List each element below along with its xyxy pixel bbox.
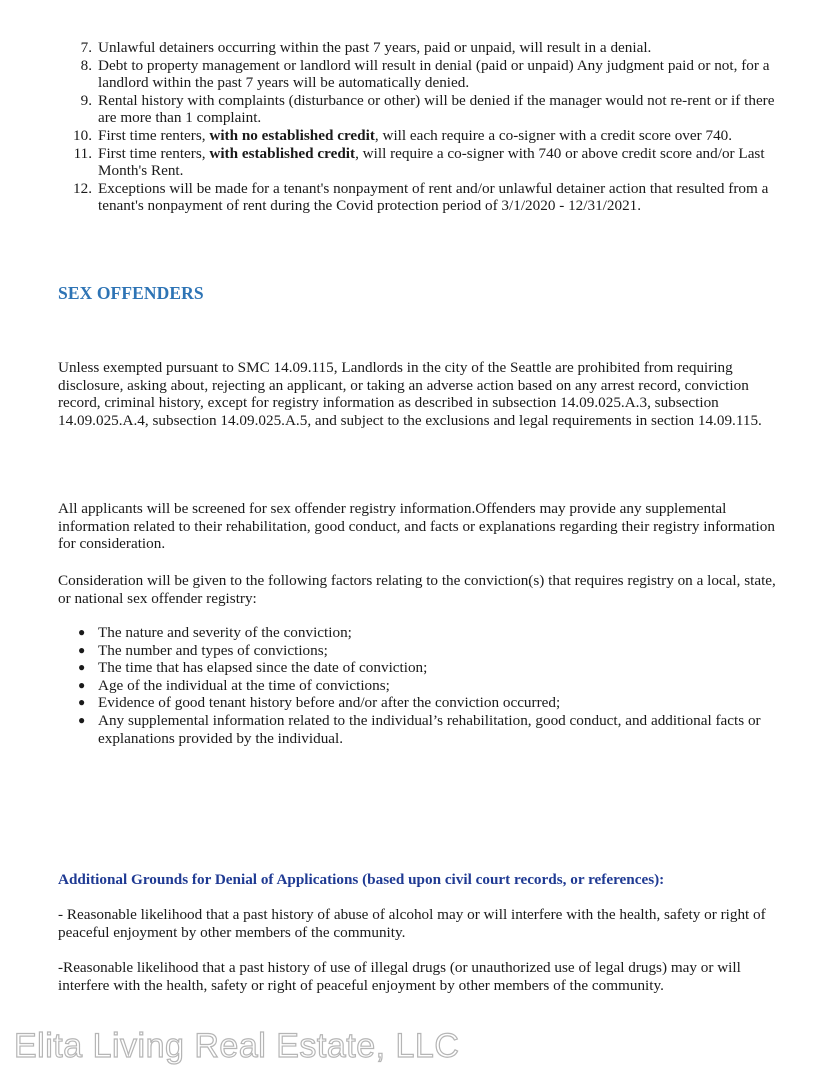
registry-screening-paragraph: All applicants will be screened for sex offender registry information.Offenders may provide any supplemental information related to their rehabilitation, good conduct, and facts or explanations regarding their registry information for consideration. [58, 500, 775, 553]
consideration-factors-list [78, 624, 778, 747]
rule-item-7 [80, 39, 788, 57]
rule-text: Debt to property management or landlord will result in denial (paid or unpaid) Any judgment paid or not, for a landlord within the past 7 years will be automatically denied. [98, 56, 770, 92]
rule-text-tail: , will require a co-signer with 740 or above credit score and/or Last Month's Rent. [98, 144, 765, 180]
screening-rules-list [73, 39, 788, 215]
list-item: ● Any supplemental information related to the individual’s rehabilitation, good conduct, and additional facts or explanations provided by the individual. [78, 711, 761, 747]
rule-item-8 [80, 56, 788, 92]
rule-bold-text: with no established credit [209, 126, 375, 144]
rule-text: First time renters, [98, 144, 210, 162]
drugs-ground-paragraph: -Reasonable likelihood that a past history of use of illegal drugs (or unauthorized use of legal drugs) may or will interfere with the health, safety or right of peaceful enjoyment by other members of the community. [58, 959, 741, 994]
seattle-ordinance-paragraph: Unless exempted pursuant to SMC 14.09.115, Landlords in the city of the Seattle are prohibited from requiring disclosure, asking about, rejecting an applicant, or taking an adverse action based on any arrest record, conviction record, criminal history, except for registry information as described in subsection 14.09.025.A.3, subsection 14.09.025.A.4, subsection 14.09.025.A.5, and subject to the exclusions and legal requirements in section 14.09.115. [58, 359, 762, 429]
consideration-intro-paragraph: Consideration will be given to the following factors relating to the conviction(s) that requires registry on a local, state, or national sex offender registry: [58, 572, 776, 607]
rule-text: Unlawful detainers occurring within the past 7 years, paid or unpaid, will result in a denial. [98, 39, 652, 56]
bullet-icon: ● [78, 642, 86, 657]
rule-number: 12. [73, 179, 92, 197]
sex-offenders-heading: SEX OFFENDERS [58, 283, 204, 303]
list-item: ● The number and types of convictions; [78, 641, 328, 659]
list-item: ● Evidence of good tenant history before and/or after the conviction occurred; [78, 694, 561, 712]
bullet-icon: ● [78, 625, 86, 639]
rule-item-10 [73, 126, 788, 145]
rule-text: Rental history with complaints (disturbance or other) will be denied if the manager would not re-rent or if there are more than 1 complaint. [98, 91, 775, 127]
rule-item-9 [80, 91, 788, 127]
rule-number: 9. [80, 91, 92, 109]
list-item: ● The nature and severity of the conviction; [78, 624, 352, 641]
rule-bold-text: with established credit [209, 144, 356, 162]
rule-text: First time renters, [98, 126, 210, 144]
rule-number: 11. [73, 144, 92, 162]
rule-item-12 [73, 179, 788, 215]
list-item: ● The time that has elapsed since the date of conviction; [78, 659, 428, 677]
bullet-icon: ● [78, 677, 86, 692]
bullet-icon: ● [78, 712, 86, 727]
list-item: ● Age of the individual at the time of convictions; [78, 676, 390, 694]
bullet-icon: ● [78, 695, 86, 710]
company-watermark: Elita Living Real Estate, LLC [14, 1027, 460, 1065]
bullet-icon: ● [78, 660, 86, 675]
rule-item-11 [73, 144, 788, 180]
rule-text: Exceptions will be made for a tenant's nonpayment of rent and/or unlawful detainer action that resulted from a tenant's nonpayment of rent during the Covid protection period of 3/1/2020 - 12/31/2021. [98, 179, 769, 215]
rule-text-tail: , will each require a co-signer with a credit score over 740. [374, 126, 733, 144]
additional-grounds-heading: Additional Grounds for Denial of Applications (based upon civil court records, or references): [58, 871, 665, 888]
alcohol-ground-paragraph: - Reasonable likelihood that a past history of abuse of alcohol may or will interfere with the health, safety or right of peaceful enjoyment by other members of the community. [58, 906, 766, 941]
rule-number: 8. [80, 56, 92, 74]
rule-number: 10. [73, 126, 92, 144]
rule-number: 7. [80, 39, 92, 56]
